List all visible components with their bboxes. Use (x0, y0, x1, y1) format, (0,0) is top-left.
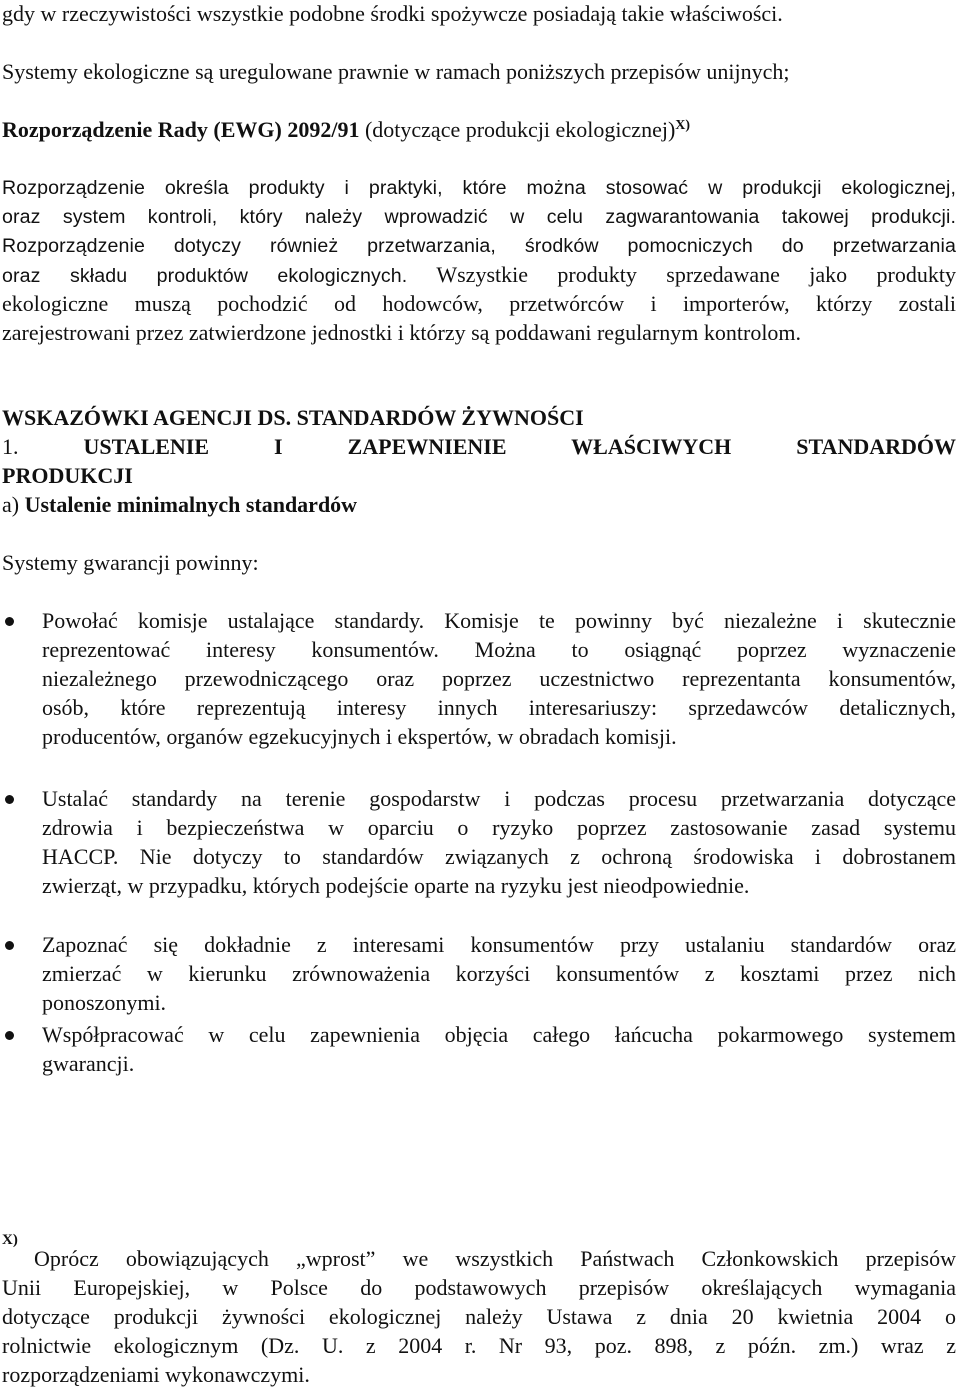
bullet-4-line-2: gwarancji. (42, 1051, 135, 1076)
bullet-icon (5, 617, 14, 626)
bullet-icon (5, 795, 14, 804)
regulation-line-3: Rozporządzenie dotyczy również przetwarzania, środków pomocniczych do przetwarzania (2, 235, 956, 257)
sub-heading-line-2: PRODUKCJI (2, 463, 133, 488)
footnote-line-5: rozporządzeniami wykonawczymi. (2, 1362, 310, 1387)
footnote-line-2: Unii Europejskiej, w Polsce do podstawowych przepisów określających wymagania (2, 1275, 956, 1300)
point-a (2, 491, 956, 519)
sub-heading-number: 1. (2, 434, 19, 459)
bullet-2-line-1: Ustalać standardy na terenie gospodarstw i podczas procesu przetwarzania dotyczące (42, 786, 956, 811)
lead-text: Systemy gwarancji powinny: (2, 550, 259, 575)
bullet-2-line-2: zdrowia i bezpieczeństwa w oparciu o ryzyko poprzez zastosowanie zasad systemu (42, 815, 956, 840)
bullet-3-line-1: Zapoznać się dokładnie z interesami konsumentów przy ustalaniu standardów oraz (42, 932, 956, 957)
point-letter: a) (2, 492, 20, 517)
regulation-line-1: Rozporządzenie określa produkty i praktyki, które można stosować w produkcji ekologicznej, (2, 177, 956, 199)
footnote-reference: X) (675, 118, 691, 133)
regulation-line-5: ekologiczne muszą pochodzić od hodowców, przetwórców i importerów, którzy zostali (2, 291, 956, 316)
bullet-3-line-2: zmierzać w kierunku zrównoważenia korzyści konsumentów z kosztami przez nich (42, 961, 956, 986)
footnote-line-3: dotyczące produkcji żywności ekologicznej należy Ustawa z dnia 20 kwietnia 2004 o (2, 1304, 956, 1329)
intro-line-2: Systemy ekologiczne są uregulowane prawnie w ramach poniższych przepisów unijnych; (2, 59, 790, 84)
bullet-2-line-4: zwierząt, w przypadku, których podejście oparte na ryzyku jest nieodpowiednie. (42, 873, 750, 898)
regulation-title-suffix: (dotyczące produkcji ekologicznej) (359, 117, 676, 142)
intro-line-1: gdy w rzeczywistości wszystkie podobne środki spożywcze posiadają takie właściwości. (2, 1, 783, 26)
footnote-line-4: rolnictwie ekologicznym (Dz. U. z 2004 r. Nr 93, poz. 898, z późn. zm.) wraz z (2, 1333, 956, 1358)
bullet-1-line-5: producentów, organów egzekucyjnych i ekspertów, w obradach komisji. (42, 724, 677, 749)
bullet-2-line-3: HACCP. Nie dotyczy to standardów związanych z ochroną środowiska i dobrostanem (42, 844, 956, 869)
regulation-line-2: oraz system kontroli, który należy wprowadzić w celu zagwarantowania takowej produkcji. (2, 206, 956, 228)
section-heading: WSKAZÓWKI AGENCJI DS. STANDARDÓW ŻYWNOŚCI (2, 405, 584, 430)
regulation-line-4-sans: oraz składu produktów ekologicznych. (2, 265, 408, 287)
bullet-1-line-3: niezależnego przewodniczącego oraz poprzez uczestnictwo reprezentanta konsumentów, (42, 666, 956, 691)
bullet-1-line-2: reprezentować interesy konsumentów. Można to osiągnąć poprzez wyznaczenie (42, 637, 956, 662)
bullet-1-line-4: osób, które reprezentują interesy innych interesariuszy: sprzedawców detalicznych, (42, 695, 956, 720)
bullet-3-line-3: ponoszonymi. (42, 990, 167, 1015)
regulation-line-6: zarejestrowani przez zatwierdzone jednostki i którzy są poddawani regularnym kontrolom. (2, 320, 802, 345)
regulation-line-4 (2, 261, 956, 290)
bullet-icon (5, 941, 14, 950)
bullet-1-line-1: Powołać komisje ustalające standardy. Komisje te powinny być niezależne i skutecznie (42, 608, 956, 633)
regulation-title (2, 116, 956, 144)
sub-heading-line-1 (2, 433, 956, 461)
bullet-icon (5, 1031, 14, 1040)
point-title: Ustalenie minimalnych standardów (24, 492, 358, 517)
bullet-4-line-1: Współpracować w celu zapewnienia objęcia całego łańcucha pokarmowego systemem (42, 1022, 956, 1047)
regulation-line-4-serif: Wszystkie produkty sprzedawane jako produkty (407, 262, 956, 287)
regulation-title-bold: Rozporządzenie Rady (EWG) 2092/91 (2, 117, 360, 142)
sub-heading-text: USTALENIE I ZAPEWNIENIE WŁAŚCIWYCH STANDARDÓW (83, 434, 956, 459)
footnote-mark: X) (2, 1232, 18, 1248)
footnote-line-1: Oprócz obowiązujących „wprost” we wszystkich Państwach Członkowskich przepisów (34, 1246, 956, 1271)
